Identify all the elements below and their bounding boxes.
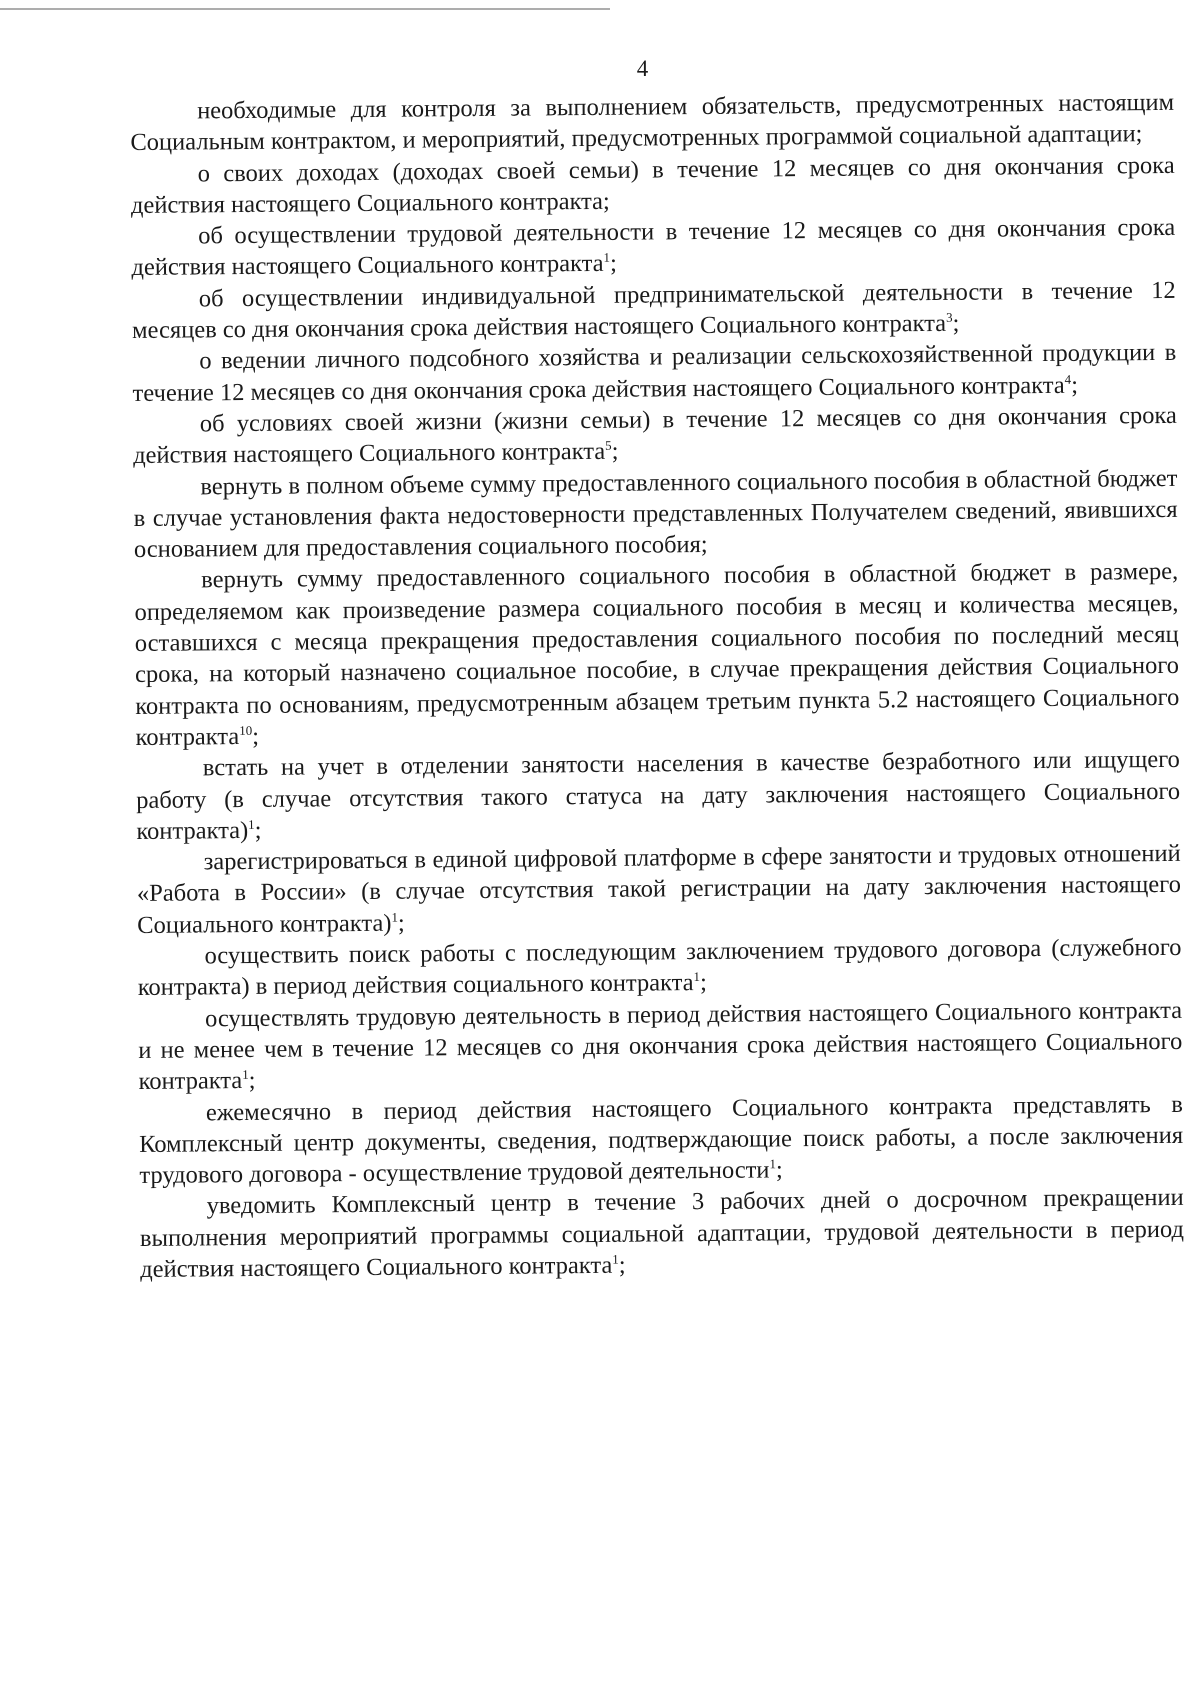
- paragraph: [133, 400, 1178, 472]
- footnote-ref: 10: [239, 722, 253, 738]
- footnote-ref: 5: [605, 437, 612, 453]
- paragraph-text: встать на учет в отделении занятости населения в качестве безработного или ищущего работу (в случае отсутствия такого статуса на дату заключения настоящего Социального контракта): [136, 746, 1181, 845]
- paragraph-text: необходимые для контроля за выполнением обязательств, предусмотренных настоящим Социальным контрактом, и мероприятий, предусмотренных программой социальной адаптации;: [130, 88, 1175, 157]
- paragraph-text: об осуществлении индивидуальной предпринимательской деятельности в течение 12 месяцев со дня окончания срока действия настоящего Социального контракта: [131, 276, 1176, 345]
- paragraph-text: о своих доходах (доходах своей семьи) в течение 12 месяцев со дня окончания срока действия настоящего Социального контракта;: [130, 151, 1175, 219]
- paragraph: [131, 212, 1176, 284]
- footnote-ref: 4: [1064, 371, 1072, 387]
- paragraph: [134, 556, 1180, 753]
- footnote-ref: 1: [248, 816, 255, 832]
- paragraph-text: осуществить поиск работы с последующим заключением трудового договора (служебного контракта) в период действия социального контракта: [137, 933, 1182, 1002]
- paragraph-tail: ;: [775, 1156, 783, 1184]
- paragraph-text: осуществлять трудовую деятельность в период действия настоящего Социального контракта и не менее чем в течение 12 месяцев со дня окончания срока действия настоящего Социального контракта: [138, 996, 1183, 1096]
- paragraph-tail: ;: [1071, 371, 1079, 399]
- paragraph-text: об условиях своей жизни (жизни семьи) в течение 12 месяцев со дня окончания срока действия настоящего Социального контракта: [133, 401, 1177, 470]
- paragraph: [139, 1088, 1184, 1191]
- paragraph: [137, 838, 1182, 941]
- paragraph-text: вернуть сумму предоставленного социального пособия в областной бюджет в размере, определяемом как произведение размера социального пособия в месяц и количества месяцев, оставшихся с месяца прекращения предоставления социального пособия по последний месяц срока, на который назначено социальное пособие, в случае прекращения действия Социального контракта по основаниям, предусмотренным абзацем третьим пункта 5.2 настоящего Социального контракта: [134, 558, 1180, 751]
- footnote-ref: 1: [769, 1156, 776, 1172]
- document-body: [130, 87, 1184, 1285]
- paragraph-tail: ;: [618, 1251, 626, 1279]
- paragraph: [140, 1182, 1185, 1285]
- footnote-ref: 3: [945, 309, 953, 325]
- paragraph-tail: ;: [254, 816, 262, 844]
- paragraph: [132, 275, 1177, 347]
- paragraph-text: о ведении личного подсобного хозяйства и реализации сельскохозяйственной продукции в течение 12 месяцев со дня окончания срока действия настоящего Социального контракта: [132, 339, 1177, 407]
- paragraph-tail: ;: [699, 969, 707, 997]
- footnote-ref: 1: [242, 1067, 249, 1083]
- paragraph-tail: ;: [248, 1067, 256, 1095]
- scan-edge-line: [0, 8, 610, 10]
- paragraph: [136, 744, 1181, 847]
- paragraph-text: вернуть в полном объеме сумму предоставленного социального пособия в областной бюджет в случае установления факта недостоверности представленных Получателем сведений, явившихся основанием для предоставления социального пособия;: [133, 464, 1178, 564]
- paragraph: [131, 149, 1176, 221]
- footnote-ref: 1: [603, 250, 611, 266]
- paragraph-tail: ;: [952, 309, 960, 337]
- paragraph: [138, 994, 1183, 1097]
- paragraph: [137, 932, 1182, 1004]
- paragraph-text: об осуществлении трудовой деятельности в течение 12 месяцев со дня окончания срока действия настоящего Социального контракта: [131, 214, 1176, 282]
- paragraph: [133, 462, 1178, 565]
- paragraph: [132, 337, 1177, 409]
- paragraph-text: уведомить Комплексный центр в течение 3 рабочих дней о досрочном прекращении выполнения мероприятий программы социальной адаптации, трудовой деятельности в период действия настоящего Социального контракта: [139, 1184, 1185, 1283]
- paragraph: [130, 87, 1175, 159]
- page-number: 4: [636, 56, 649, 81]
- footnote-ref: 1: [391, 909, 398, 925]
- paragraph-text: зарегистрироваться в единой цифровой платформе в сфере занятости и трудовых отношений «Работа в России» (в случае отсутствия такой регистрации на дату заключения настоящего Социального контракта): [136, 839, 1182, 939]
- footnote-ref: 1: [693, 969, 701, 985]
- paragraph-tail: ;: [252, 722, 260, 750]
- paragraph-tail: ;: [611, 438, 619, 466]
- paragraph-tail: ;: [397, 909, 405, 937]
- paragraph-tail: ;: [609, 250, 617, 278]
- paragraph-text: ежемесячно в период действия настоящего Социального контракта представлять в Комплексный центр документы, сведения, подтверждающие поиск работы, а после заключения трудового договора - осуществление трудовой деятельности: [139, 1090, 1184, 1190]
- footnote-ref: 1: [612, 1251, 619, 1267]
